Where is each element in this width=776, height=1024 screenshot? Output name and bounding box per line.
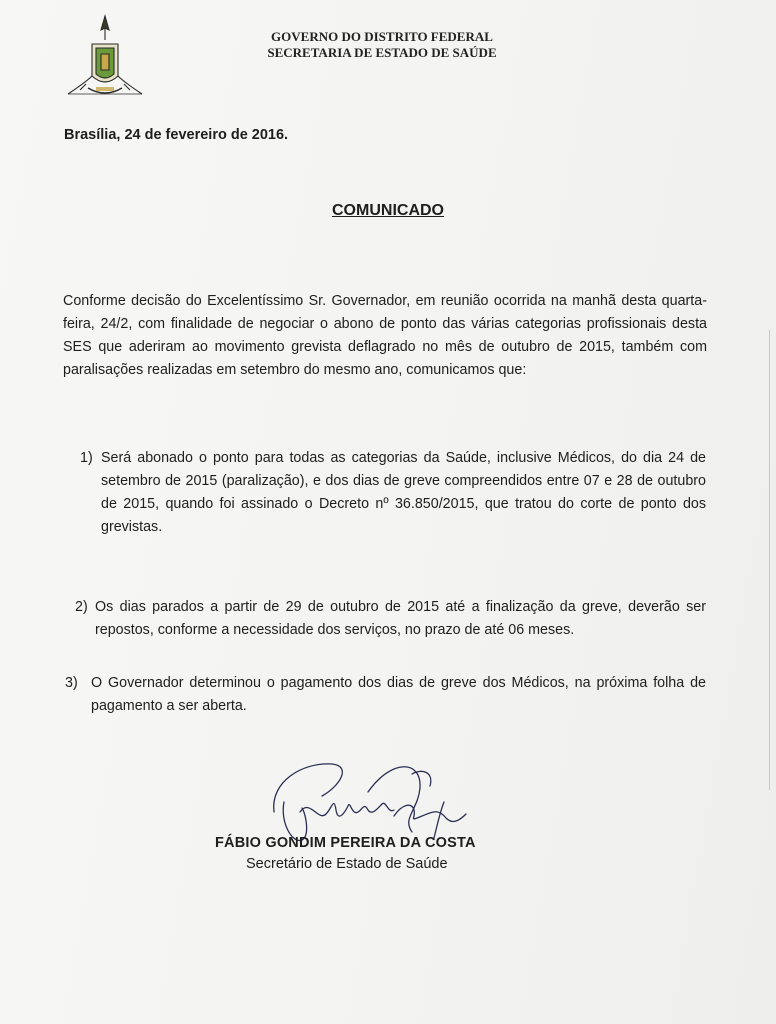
intro-paragraph: Conforme decisão do Excelentíssimo Sr. Governador, em reunião ocorrida na manhã desta quarta-feira, 24/2, com finalidade de negociar o abono de ponto das várias categorias profissionais desta SES que aderiram ao movimento grevista deflagrado no mês de outubro de 2015, também com paralisações realizadas em setembro do mesmo ano, comunicamos que: bbox=[63, 293, 707, 378]
list-item-number: 3) bbox=[65, 675, 78, 691]
document-title: COMUNICADO bbox=[332, 202, 444, 219]
dateline: Brasília, 24 de fevereiro de 2016. bbox=[64, 127, 289, 143]
list-item-text: Os dias parados a partir de 29 de outubro de 2015 até a finalização da greve, deverão ser repostos, conforme a necessidade dos serviços, no prazo de até 06 meses. bbox=[95, 599, 706, 638]
letterhead-line-government: GOVERNO DO DISTRITO FEDERAL bbox=[271, 29, 493, 44]
signer-name: FÁBIO GONDIM PEREIRA DA COSTA bbox=[215, 835, 476, 851]
list-item-number: 1) bbox=[80, 450, 93, 466]
list-item-number: 2) bbox=[75, 599, 88, 615]
handwritten-signature bbox=[262, 752, 472, 848]
coat-of-arms-logo bbox=[66, 14, 144, 100]
letterhead-line-secretariat: SECRETARIA DE ESTADO DE SAÚDE bbox=[267, 45, 497, 60]
signer-role: Secretário de Estado de Saúde bbox=[246, 856, 448, 872]
list-item-text: O Governador determinou o pagamento dos dias de greve dos Médicos, na próxima folha de pagamento a ser aberta. bbox=[91, 675, 706, 714]
page-edge-shadow bbox=[769, 330, 770, 790]
list-item-text: Será abonado o ponto para todas as categorias da Saúde, inclusive Médicos, do dia 24 de setembro de 2015 (paralização), e dos dias de greve compreendidos entre 07 e 28 de outubro de 2015, quando foi assinado o Decreto nº 36.850/2015, que tratou do corte de ponto dos grevistas. bbox=[101, 450, 706, 535]
letterhead bbox=[232, 29, 532, 61]
